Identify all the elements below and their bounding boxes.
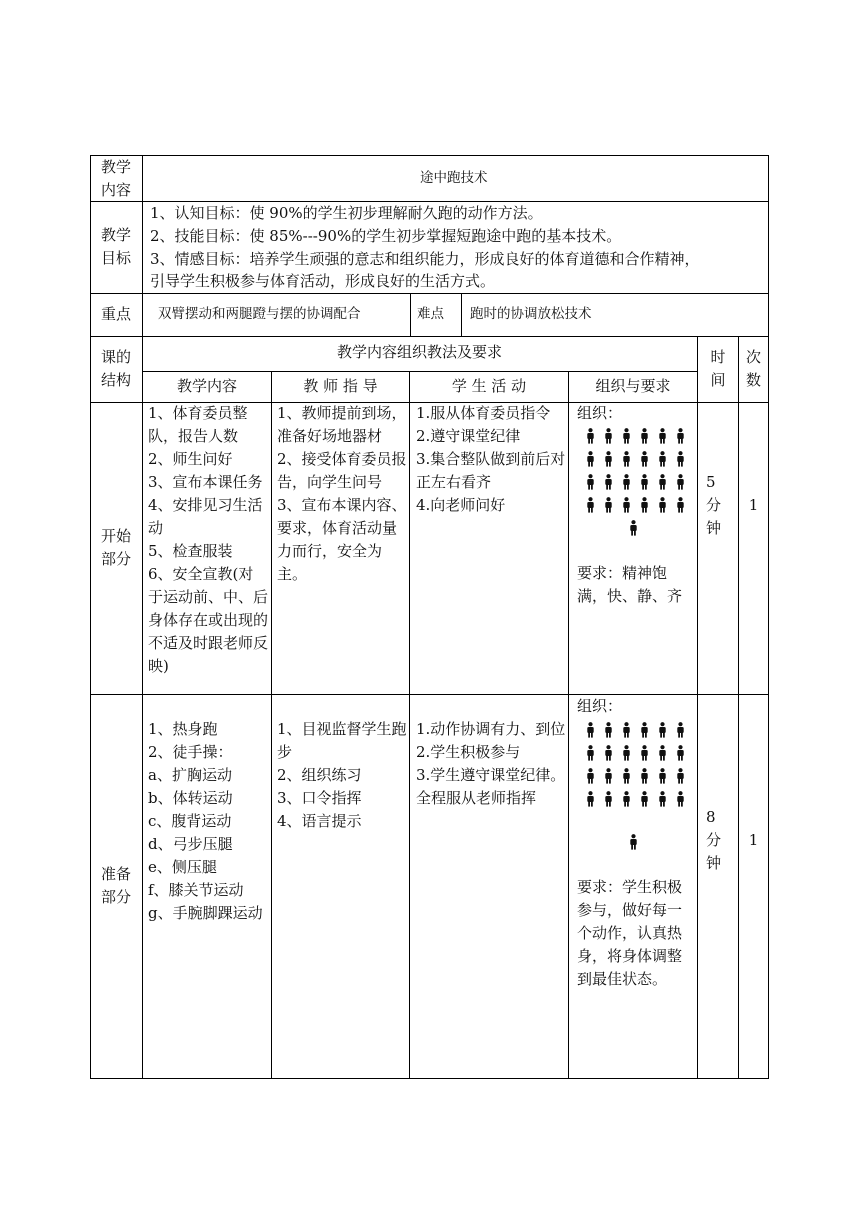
person-icon [604,745,613,761]
person-icon [622,451,631,467]
person-icon [604,497,613,513]
column-header-student: 学 生 活 动 [451,377,527,395]
person-icon [658,745,667,761]
goal-item: 1、认知目标：使 90%的学生初步理解耐久跑的动作方法。 [150,204,543,222]
person-icon [676,768,685,784]
person-icon [586,745,595,761]
goal-item: 3、情感目标：培养学生顽强的意志和组织能力，形成良好的体育道德和合作精神， [150,250,700,268]
table-border [409,371,410,1079]
section-name: 开始 部分 [100,527,131,568]
goal-item: 2、技能目标：使 85%---90%的学生初步掌握短跑途中跑的基本技术。 [150,227,622,245]
column-header-organization: 组织与要求 [595,377,671,395]
section-content: 1、体育委员整队，报告人数 2、师生问好 3、宣布本课任务 4、安排见习生活动 5、检查服装 6、安全宣教(对于运动前、中、后身体存在或出现的不适及时跟老师反映) [148,404,269,675]
section-count: 1 [748,496,759,514]
person-icon [676,745,685,761]
person-icon [640,745,649,761]
person-icon [676,497,685,513]
person-icon [658,451,667,467]
person-icon [622,745,631,761]
person-icon [640,428,649,444]
section-name: 准备 部分 [100,865,131,906]
count-header: 次 数 [745,348,761,389]
teacher-person-icon [629,834,638,850]
table-border [90,336,769,337]
person-icon [676,474,685,490]
person-icon [622,791,631,807]
column-header-teacher: 教 师 指 导 [303,377,378,395]
person-icon [586,722,595,738]
person-icon [676,722,685,738]
person-icon [640,474,649,490]
section-count: 1 [748,831,759,849]
person-icon [622,497,631,513]
key-point-value: 双臂摆动和两腿蹬与摆的协调配合 [158,306,361,322]
person-icon [604,791,613,807]
person-icon [622,722,631,738]
table-border [142,155,143,1079]
goal-item: 引导学生积极参与体育活动，形成良好的生活方式。 [150,272,496,290]
person-icon [640,791,649,807]
person-icon [640,722,649,738]
person-icon [658,497,667,513]
person-icon [586,497,595,513]
section-student-activity: 1.动作协调有力、到位 2.学生积极参与 3.学生遵守课堂纪律。全程服从老师指挥 [416,720,566,807]
person-icon [658,428,667,444]
table-border [90,1078,769,1079]
table-border [90,155,769,156]
person-icon [586,768,595,784]
section-student-activity: 1.服从体育委员指令 2.遵守课堂纪律 3.集合整队做到前后对正左右看齐 4.向老师问好 [416,404,566,514]
content-label: 教学 内容 [100,158,131,199]
person-icon [676,428,685,444]
person-icon [658,791,667,807]
group-header: 教学内容组织教法及要求 [336,343,502,361]
difficulty-value: 跑时的协调放松技术 [470,306,592,322]
section-teacher-guidance: 1、目视监督学生跑步 2、组织练习 3、口令指挥 4、语言提示 [277,720,407,830]
table-border [568,371,569,1079]
structure-header: 课的 结构 [100,348,131,389]
person-icon [622,428,631,444]
table-border [271,371,272,1079]
person-icon [604,768,613,784]
goal-label: 教学 目标 [100,226,131,267]
section-requirement: 要求：学生积极参与，做好每一个动作，认真热身，将身体调整到最佳状态。 [577,878,683,988]
column-header-content: 教学内容 [176,377,237,395]
table-border [410,293,411,336]
table-border [90,155,91,1079]
person-icon [658,474,667,490]
section-requirement: 要求：精神饱满，快、静、齐 [577,564,683,605]
person-icon [640,497,649,513]
student-formation [578,718,696,854]
person-icon [586,474,595,490]
teacher-person-icon [629,520,638,536]
organization-label: 组织： [577,697,623,715]
person-icon [622,474,631,490]
person-icon [604,451,613,467]
person-icon [676,791,685,807]
student-formation [578,424,696,540]
person-icon [586,791,595,807]
table-border [697,336,698,1079]
key-point-label: 重点 [100,305,131,323]
person-icon [640,768,649,784]
person-icon [604,474,613,490]
person-icon [604,722,613,738]
person-icon [640,451,649,467]
time-header: 时 间 [710,348,726,389]
table-border [142,371,697,372]
table-border [90,293,769,294]
table-border [768,155,769,1079]
person-icon [658,768,667,784]
section-time: 8 分 钟 [706,808,722,872]
organization-label: 组织： [577,404,623,422]
table-border [738,336,739,1079]
table-border [461,293,462,336]
person-icon [622,768,631,784]
section-teacher-guidance: 1、教师提前到场，准备好场地器材 2、接受体育委员报告，向学生问号 3、宣布本课内容、要求，体育活动量力而行，安全为主。 [277,404,407,583]
person-icon [604,428,613,444]
section-time: 5 分 钟 [706,473,722,537]
section-content: 1、热身跑 2、徒手操： a、扩胸运动 b、体转运动 c、腹背运动 d、弓步压腿 e、侧压腿 f、膝关节运动 g、手腕脚踝运动 [148,720,263,922]
difficulty-label: 难点 [417,306,444,322]
person-icon [676,451,685,467]
lesson-topic: 途中跑技术 [420,170,488,186]
person-icon [586,428,595,444]
person-icon [586,451,595,467]
person-icon [658,722,667,738]
